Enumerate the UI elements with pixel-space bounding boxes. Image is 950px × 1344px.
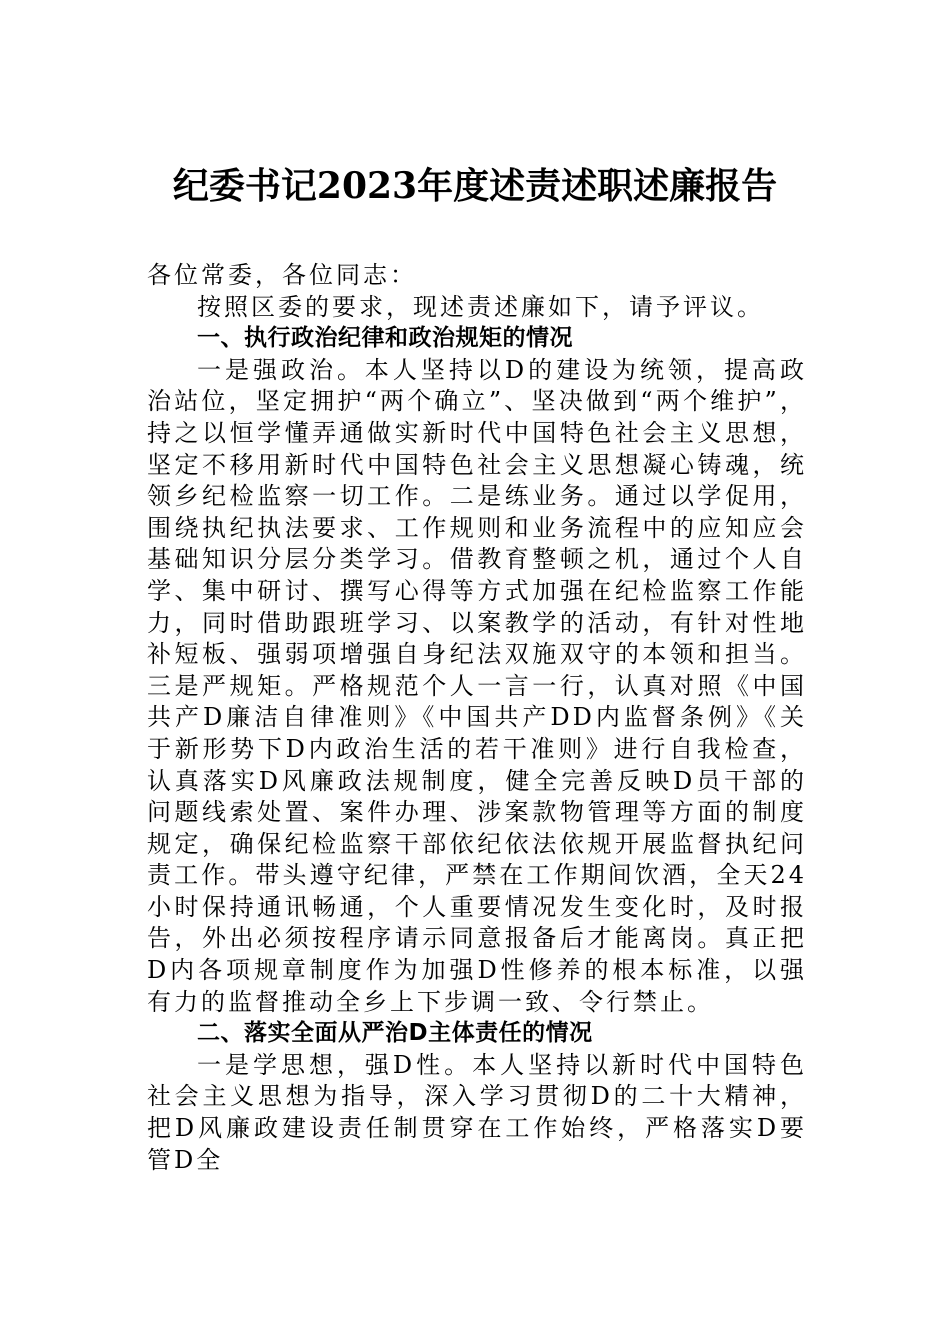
- document-title: 纪委书记2023年度述责述职述廉报告: [172, 165, 778, 207]
- salutation: 各位常委，各位同志：: [147, 261, 417, 289]
- section-1-paragraph: 一是强政治。本人坚持以D的建设为统领，提高政治站位，坚定拥护“两个确立”、坚决做到“两个维护”，持之以恒学懂弄通做实新时代中国特色社会主义思想，坚定不移用新时代中国特色社会主义思想凝心铸魂，统领乡纪检监察一切工作。二是练业务。通过以学促用，围绕执纪执法要求、工作规则和业务流程中的应知应会基础知识分层分类学习。借教育整顿之机，通过个人自学、集中研讨、撰写心得等方式加强在纪检监察工作能力，同时借助跟班学习、以案教学的活动，有针对性地补短板、强弱项增强自身纪法双施双守的本领和担当。三是严规矩。严格规范个人一言一行，认真对照《中国共产D廉洁自律准则》《中国共产DD内监督条例》《关于新形势下D内政治生活的若干准则》进行自我检查，认真落实D风廉政法规制度，健全完善反映D员干部的问题线索处置、案件办理、涉案款物管理等方面的制度规定，确保纪检监察干部依纪依法依规开展监督执纪问责工作。带头遵守纪律，严禁在工作期间饮酒，全天24小时保持通讯畅通，个人重要情况发生变化时，及时报告，外出必须按程序请示同意报备后才能离岗。真正把D内各项规章制度作为加强D性修养的根本标准，以强有力的监督推动全乡上下步调一致、令行禁止。: [147, 355, 807, 1016]
- section-1-heading: 一、执行政治纪律和政治规矩的情况: [197, 325, 573, 352]
- intro-paragraph: 按照区委的要求，现述责述廉如下，请予评议。: [197, 292, 764, 321]
- document-body: [147, 260, 807, 1176]
- section-2-heading: 二、落实全面从严治D主体责任的情况: [197, 1020, 593, 1047]
- section-2-paragraph: 一是学思想，强D性。本人坚持以新时代中国特色社会主义思想为指导，深入学习贯彻D的二十大精神，把D风廉政建设责任制贯穿在工作始终，严格落实D要管D全: [147, 1050, 807, 1174]
